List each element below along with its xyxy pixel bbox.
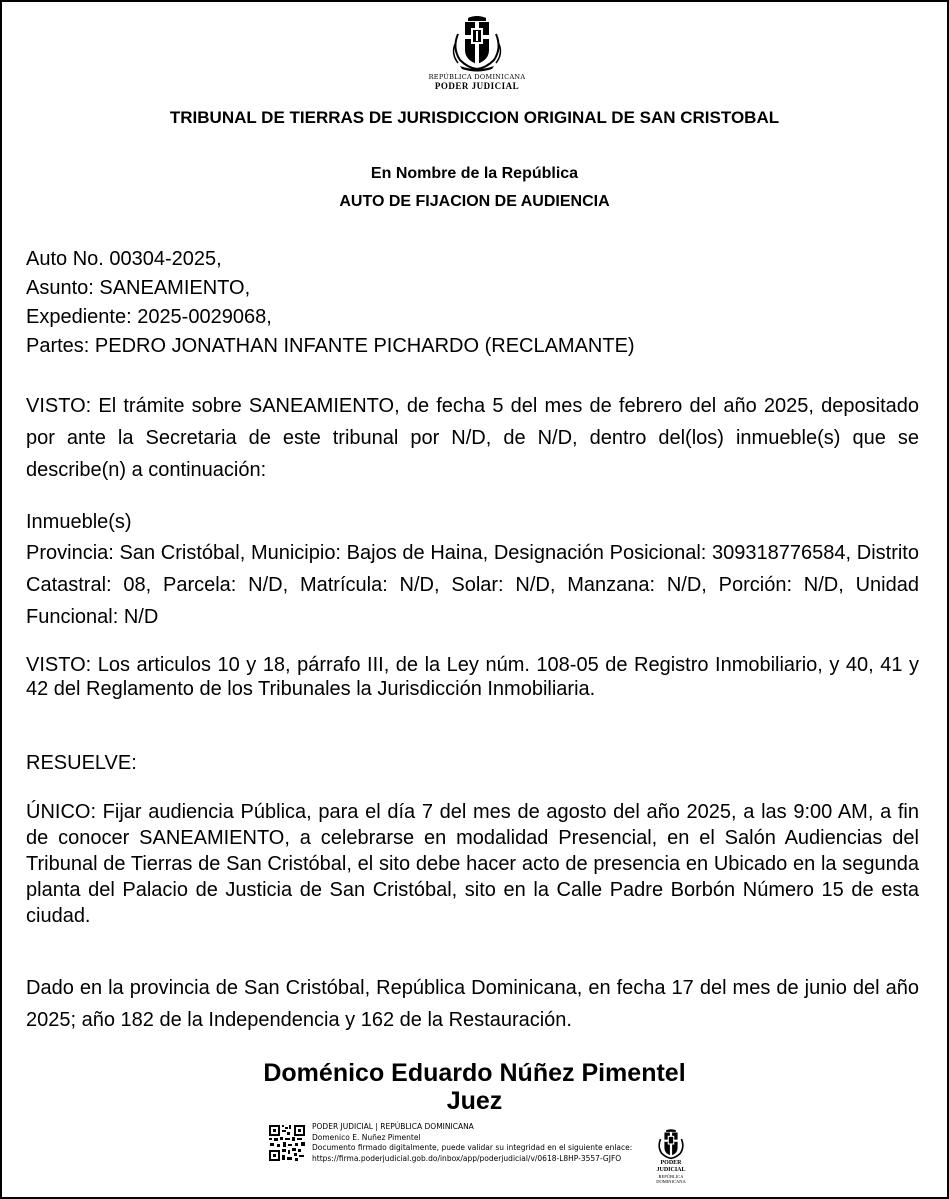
visto-paragraph-2: VISTO: Los articulos 10 y 18, párrafo III, de la Ley núm. 108-05 de Registro Inmobiliario, y 40, 41 y 42 del Reglamento de los Tribunales la Jurisdicción Inmobiliaria.: [26, 654, 919, 700]
signature-line-2: Domenico E. Nuñez Pimentel: [312, 1132, 421, 1142]
case-metadata: [26, 245, 635, 361]
header-line-1: En Nombre de la República: [370, 165, 579, 182]
inmueble-heading: Inmueble(s): [26, 511, 132, 533]
asunto: Asunto: SANEAMIENTO,: [26, 277, 251, 299]
footer-seal-subtitle: REPÚBLICA DOMINICANA: [656, 1174, 686, 1184]
resuelve-heading: RESUELVE:: [26, 752, 137, 774]
seal-title: PODER JUDICIAL: [434, 81, 520, 91]
signature-line-3: Documento firmado digitalmente, puede validar su integridad en el siguiente enlace:: [312, 1143, 633, 1152]
footer-seal-title: PODER JUDICIAL: [656, 1160, 686, 1173]
expediente: Expediente: 2025-0029068,: [26, 306, 272, 328]
auto-number: Auto No. 00304-2025,: [26, 248, 222, 270]
judge-role: Juez: [446, 1087, 503, 1115]
signature-text: [312, 1122, 632, 1164]
coat-of-arms-icon: [446, 14, 508, 72]
document-title: AUTO DE FIJACION DE AUDIENCIA: [339, 193, 610, 210]
seal-subtitle: REPÚBLICA DOMINICANA: [428, 73, 526, 81]
qr-code-icon[interactable]: [268, 1124, 306, 1162]
inmueble-detail: Provincia: San Cristóbal, Municipio: Bajos de Haina, Designación Posicional: 309318776584, Distrito Catastral: 08, Parcela: N/D, Matrícula: N/D, Solar: N/D, Manzana: N/D, Porción: N/D, Unidad Funcional: N/D: [26, 542, 919, 628]
judge-name: Doménico Eduardo Núñez Pimentel: [263, 1059, 686, 1087]
dado-paragraph: Dado en la provincia de San Cristóbal, República Dominicana, en fecha 17 del mes de junio del año 2025; año 182 de la Independencia y 162 de la Restauración.: [26, 977, 919, 1031]
coat-of-arms-icon: [654, 1128, 688, 1160]
unico-paragraph: ÚNICO: Fijar audiencia Pública, para el día 7 del mes de agosto del año 2025, a las 9:00 AM, a fin de conocer SANEAMIENTO, a celebrarse en modalidad Presencial, en el Salón Audiencias del Tribunal de Tierras de San Cristóbal, el sito debe hacer acto de presencia en Ubicado en la segunda planta del Palacio de Justicia de San Cristóbal, sito en la Calle Padre Borbón Número 15 de esta ciudad.: [26, 801, 919, 927]
digital-signature-block: [268, 1122, 949, 1182]
poder-judicial-seal: [427, 14, 527, 91]
signature-link[interactable]: https://firma.poderjudicial.gob.do/inbox/app/poderjudicial/v/0618-L8HP-3557-GJFO: [312, 1153, 622, 1163]
visto-paragraph-1: VISTO: El trámite sobre SANEAMIENTO, de fecha 5 del mes de febrero del año 2025, depositado por ante la Secretaria de este tribunal por N/D, de N/D, dentro del(los) inmueble(s) que se describe(n) a continuación:: [26, 395, 919, 481]
court-name: TRIBUNAL DE TIERRAS DE JURISDICCION ORIGINAL DE SAN CRISTOBAL: [169, 108, 780, 127]
signature-line-1: PODER JUDICIAL | REPÚBLICA DOMINICANA: [312, 1122, 474, 1131]
partes: Partes: PEDRO JONATHAN INFANTE PICHARDO (RECLAMANTE): [26, 335, 635, 357]
footer-seal: [646, 1128, 696, 1184]
